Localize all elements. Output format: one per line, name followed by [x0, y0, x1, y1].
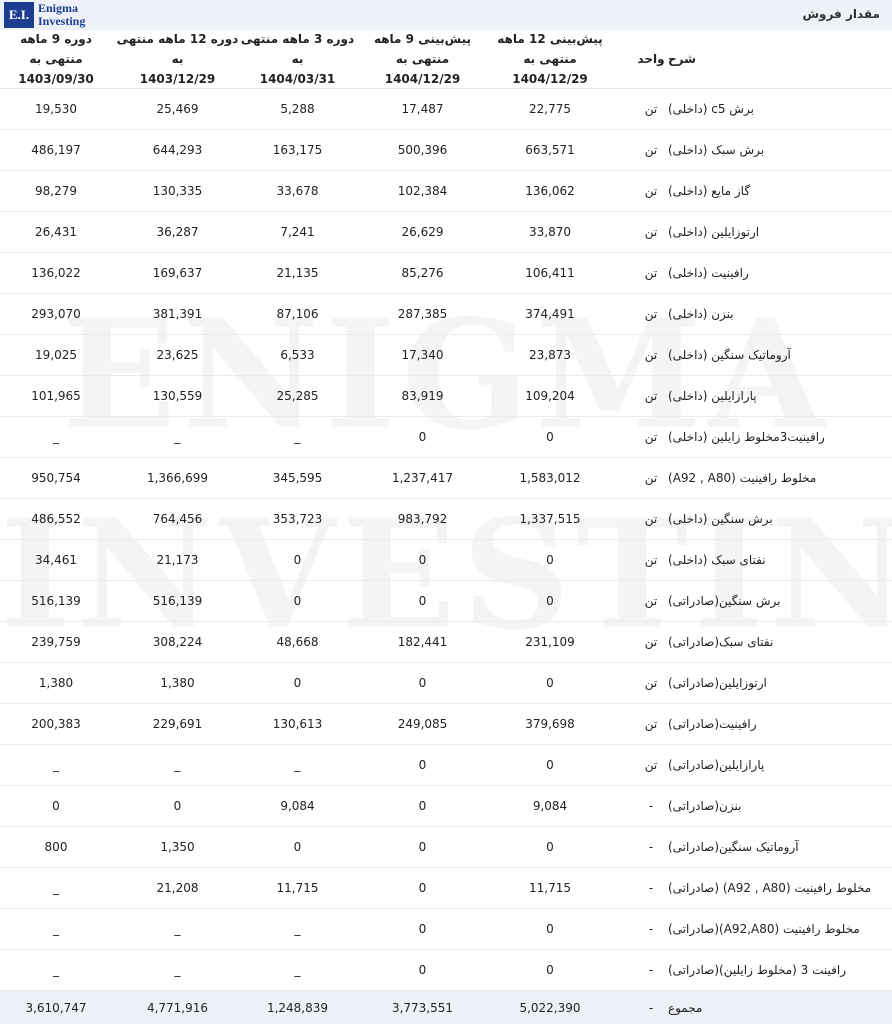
- logo-mark: E.I.: [4, 2, 34, 28]
- section-title: مقدار فروش: [802, 7, 880, 21]
- row-unit: -: [648, 1000, 654, 1015]
- row-forecast-12m: 1,583,012: [519, 471, 581, 485]
- row-period-12m: 308,224: [152, 635, 203, 649]
- row-desc: برش سنگین (داخلی): [668, 512, 773, 526]
- row-forecast-12m: 106,411: [525, 266, 575, 280]
- row-period-12m: 25,469: [156, 102, 199, 116]
- row-period-3m: 0: [293, 840, 302, 854]
- row-period-9m: 26,431: [35, 225, 77, 239]
- row-period-9m: _: [53, 963, 59, 977]
- header-period-3m-label: دوره 3 ماهه منتهی به: [240, 32, 355, 66]
- row-forecast-9m: 500,396: [397, 143, 448, 157]
- row-forecast-12m: 0: [546, 840, 554, 854]
- row-unit: تن: [644, 553, 658, 567]
- row-period-9m: 3,610,747: [25, 1000, 87, 1015]
- row-unit: تن: [644, 717, 658, 731]
- row-forecast-9m: 182,441: [397, 635, 448, 649]
- header-forecast-9m-label: پیش‌بینی 9 ماهه منتهی به: [373, 32, 472, 66]
- row-forecast-9m: 0: [418, 840, 427, 854]
- table-row: [0, 212, 892, 253]
- row-period-12m: _: [174, 922, 181, 936]
- header-period-9m-date: 1403/09/30: [18, 72, 94, 86]
- row-period-9m: 19,530: [35, 102, 77, 116]
- table-row: [0, 540, 892, 581]
- row-desc: رافینت 3 (مخلوط زایلین)(صادراتی): [668, 963, 847, 977]
- row-forecast-9m: 249,085: [397, 717, 448, 731]
- row-unit: تن: [644, 758, 658, 772]
- row-unit: تن: [644, 471, 658, 485]
- row-period-12m: 21,173: [156, 553, 199, 567]
- row-period-12m: 516,139: [152, 594, 203, 608]
- logo-text-line2: Investing: [38, 14, 86, 28]
- row-period-12m: 644,293: [152, 143, 203, 157]
- table-row: [0, 868, 892, 909]
- row-unit: تن: [644, 184, 658, 198]
- row-desc: نفتای سبک(صادراتی): [668, 635, 774, 649]
- row-period-3m: 1,248,839: [266, 1000, 329, 1015]
- row-period-3m: 21,135: [276, 266, 319, 280]
- row-forecast-9m: 0: [418, 922, 427, 936]
- row-unit: تن: [644, 266, 658, 280]
- row-period-12m: 4,771,916: [146, 1000, 209, 1015]
- row-period-9m: 486,552: [31, 512, 81, 526]
- row-period-12m: _: [174, 430, 181, 444]
- table-header: [0, 30, 892, 89]
- header-period-12m: [110, 30, 245, 88]
- header-period-3m: [235, 30, 360, 88]
- row-forecast-12m: 663,571: [525, 143, 575, 157]
- row-unit: تن: [644, 676, 658, 690]
- row-desc: ارتوزایلین(صادراتی): [668, 676, 767, 690]
- row-period-12m: 1,380: [160, 676, 195, 690]
- row-period-3m: 87,106: [276, 307, 319, 321]
- row-forecast-9m: 1,237,417: [391, 471, 454, 485]
- row-period-9m: 0: [52, 799, 60, 813]
- header-period-9m-label: دوره 9 ماهه منتهی به: [20, 32, 92, 66]
- row-forecast-12m: 0: [546, 553, 554, 567]
- row-period-9m: 34,461: [35, 553, 77, 567]
- row-unit: تن: [644, 635, 658, 649]
- row-forecast-12m: 11,715: [529, 881, 571, 895]
- table-row: [0, 786, 892, 827]
- row-period-3m: _: [294, 963, 301, 977]
- row-period-9m: _: [53, 758, 59, 772]
- row-period-12m: 130,335: [152, 184, 203, 198]
- row-period-9m: 136,022: [31, 266, 81, 280]
- row-forecast-9m: 0: [418, 676, 427, 690]
- row-forecast-9m: 26,629: [401, 225, 444, 239]
- row-desc: ارتوزایلین (داخلی): [668, 225, 760, 239]
- row-desc: آروماتیک سنگین(صادراتی): [668, 840, 799, 854]
- row-period-3m: 9,084: [280, 799, 315, 813]
- header-forecast-12m: [480, 30, 620, 88]
- row-period-3m: 7,241: [280, 225, 315, 239]
- row-period-12m: 381,391: [152, 307, 203, 321]
- row-forecast-12m: 22,775: [529, 102, 571, 116]
- header-unit: واحد: [637, 52, 665, 66]
- header-forecast-12m-label: پیش‌بینی 12 ماهه منتهی به: [497, 32, 603, 66]
- row-forecast-12m: 379,698: [525, 717, 575, 731]
- row-forecast-9m: 83,919: [401, 389, 444, 403]
- header-period-12m-label: دوره 12 ماهه منتهی به: [116, 32, 239, 66]
- row-period-3m: 5,288: [280, 102, 315, 116]
- header-period-3m-date: 1404/03/31: [259, 72, 336, 86]
- row-desc: بنزن (داخلی): [668, 307, 734, 321]
- row-unit: تن: [644, 430, 658, 444]
- row-period-3m: 345,595: [272, 471, 323, 485]
- table-row: [0, 376, 892, 417]
- row-forecast-9m: 3,773,551: [391, 1000, 454, 1015]
- row-period-9m: 800: [44, 840, 68, 854]
- row-forecast-9m: 85,276: [401, 266, 444, 280]
- row-unit: تن: [644, 512, 658, 526]
- row-forecast-9m: 17,340: [401, 348, 444, 362]
- row-period-3m: 33,678: [276, 184, 319, 198]
- row-forecast-9m: 0: [418, 430, 427, 444]
- table-row: [0, 909, 892, 950]
- table-row: [0, 950, 892, 991]
- row-forecast-12m: 0: [546, 430, 554, 444]
- row-period-3m: 0: [293, 594, 302, 608]
- row-unit: -: [648, 881, 654, 895]
- row-forecast-12m: 9,084: [532, 799, 568, 813]
- table-row: [0, 417, 892, 458]
- logo-text: [38, 2, 85, 28]
- row-desc: رافینیت (داخلی): [668, 266, 749, 280]
- header-desc: شرح: [668, 52, 696, 66]
- row-desc: مخلوط رافینیت (A92,A80)(صادراتی): [668, 922, 860, 936]
- table-row: [0, 335, 892, 376]
- row-unit: تن: [644, 307, 658, 321]
- row-forecast-9m: 17,487: [401, 102, 444, 116]
- table-row: [0, 89, 892, 130]
- table-row: [0, 294, 892, 335]
- row-period-9m: 516,139: [31, 594, 81, 608]
- row-period-3m: 25,285: [276, 389, 319, 403]
- row-forecast-12m: 0: [546, 676, 554, 690]
- row-forecast-12m: 109,204: [525, 389, 575, 403]
- row-desc: مخلوط رافینیت (A92 , A80) (صادراتی): [668, 881, 872, 895]
- row-period-9m: _: [53, 430, 59, 444]
- row-period-12m: 36,287: [156, 225, 199, 239]
- row-period-12m: 21,208: [156, 881, 199, 895]
- row-period-12m: 229,691: [152, 717, 203, 731]
- row-period-12m: 1,366,699: [146, 471, 209, 485]
- row-period-9m: 19,025: [35, 348, 77, 362]
- row-period-9m: 98,279: [35, 184, 77, 198]
- row-desc: پارازایلین(صادراتی): [668, 758, 765, 772]
- row-unit: تن: [644, 143, 658, 157]
- table-row: [0, 253, 892, 294]
- row-forecast-9m: 287,385: [397, 307, 448, 321]
- row-period-9m: 486,197: [31, 143, 81, 157]
- row-period-3m: 6,533: [280, 348, 315, 362]
- row-desc: نفتای سبک (داخلی): [668, 553, 766, 567]
- row-forecast-12m: 5,022,390: [519, 1000, 581, 1015]
- table-body: [0, 89, 892, 1024]
- row-forecast-9m: 0: [418, 594, 427, 608]
- row-forecast-12m: 23,873: [529, 348, 571, 362]
- table-row: [0, 704, 892, 745]
- row-forecast-12m: 0: [546, 963, 554, 977]
- row-period-3m: _: [294, 430, 301, 444]
- header-forecast-9m-date: 1404/12/29: [384, 72, 461, 86]
- row-desc: مجموع: [668, 1000, 703, 1015]
- row-desc: رافینیت3مخلوط زایلین (داخلی): [668, 430, 825, 444]
- row-period-12m: 130,559: [152, 389, 203, 403]
- table-row: [0, 130, 892, 171]
- total-row: [0, 991, 892, 1024]
- row-forecast-9m: 0: [418, 799, 427, 813]
- row-desc: آروماتیک سنگین (داخلی): [668, 348, 791, 362]
- row-forecast-9m: 102,384: [397, 184, 448, 198]
- row-unit: تن: [644, 594, 658, 608]
- row-unit: -: [648, 922, 654, 936]
- section-header-bar: [0, 0, 892, 30]
- row-forecast-9m: 0: [418, 758, 427, 772]
- row-forecast-12m: 231,109: [525, 635, 575, 649]
- header-period-9m: [0, 30, 112, 88]
- row-forecast-12m: 374,491: [525, 307, 575, 321]
- row-forecast-9m: 0: [418, 553, 427, 567]
- row-unit: تن: [644, 389, 658, 403]
- row-period-9m: 950,754: [31, 471, 81, 485]
- row-forecast-9m: 0: [418, 881, 427, 895]
- row-period-9m: 1,380: [38, 676, 74, 690]
- row-period-3m: _: [294, 922, 301, 936]
- header-forecast-9m: [355, 30, 490, 88]
- table-row: [0, 622, 892, 663]
- row-period-9m: _: [53, 922, 59, 936]
- row-desc: برش سنگین(صادراتی): [668, 594, 781, 608]
- table-row: [0, 458, 892, 499]
- logo-text-line1: Enigma: [38, 1, 79, 15]
- row-period-3m: 353,723: [272, 512, 323, 526]
- row-period-12m: 764,456: [152, 512, 203, 526]
- row-forecast-12m: 0: [546, 758, 554, 772]
- row-desc: پارازایلین (داخلی): [668, 389, 757, 403]
- row-forecast-12m: 0: [546, 922, 554, 936]
- table-row: [0, 827, 892, 868]
- row-desc: گاز مایع (داخلی): [668, 184, 751, 198]
- row-unit: -: [648, 799, 654, 813]
- row-period-12m: 1,350: [160, 840, 195, 854]
- row-forecast-12m: 136,062: [525, 184, 575, 198]
- row-period-12m: _: [174, 758, 181, 772]
- row-unit: تن: [644, 348, 658, 362]
- table-row: [0, 171, 892, 212]
- row-period-3m: 48,668: [276, 635, 319, 649]
- row-unit: تن: [644, 102, 658, 116]
- row-period-12m: 169,637: [152, 266, 203, 280]
- row-unit: -: [648, 963, 654, 977]
- table-row: [0, 581, 892, 622]
- row-desc: برش سبک (داخلی): [668, 143, 765, 157]
- row-period-12m: 23,625: [156, 348, 199, 362]
- row-period-3m: 11,715: [276, 881, 319, 895]
- header-forecast-12m-date: 1404/12/29: [512, 72, 588, 86]
- row-unit: -: [648, 840, 654, 854]
- row-period-3m: _: [294, 758, 301, 772]
- row-period-9m: 200,383: [31, 717, 81, 731]
- row-period-12m: 0: [173, 799, 182, 813]
- row-period-9m: 293,070: [31, 307, 81, 321]
- row-period-9m: _: [53, 881, 59, 895]
- row-forecast-12m: 33,870: [529, 225, 571, 239]
- row-period-3m: 130,613: [272, 717, 323, 731]
- row-desc: برش c5 (داخلی): [668, 102, 754, 116]
- row-desc: رافینیت(صادراتی): [668, 717, 757, 731]
- table-row: [0, 499, 892, 540]
- row-period-12m: _: [174, 963, 181, 977]
- table-row: [0, 663, 892, 704]
- row-period-3m: 163,175: [272, 143, 323, 157]
- row-period-9m: 101,965: [31, 389, 81, 403]
- row-desc: بنزن(صادراتی): [668, 799, 742, 813]
- header-period-12m-date: 1403/12/29: [139, 72, 216, 86]
- logo: [4, 2, 85, 28]
- row-forecast-9m: 983,792: [397, 512, 448, 526]
- row-period-3m: 0: [293, 676, 302, 690]
- row-unit: تن: [644, 225, 658, 239]
- table-row: [0, 745, 892, 786]
- row-forecast-12m: 0: [546, 594, 554, 608]
- row-forecast-12m: 1,337,515: [519, 512, 581, 526]
- row-period-3m: 0: [293, 553, 302, 567]
- row-desc: مخلوط رافینیت (A92 , A80): [668, 471, 817, 485]
- row-period-9m: 239,759: [31, 635, 81, 649]
- row-forecast-9m: 0: [418, 963, 427, 977]
